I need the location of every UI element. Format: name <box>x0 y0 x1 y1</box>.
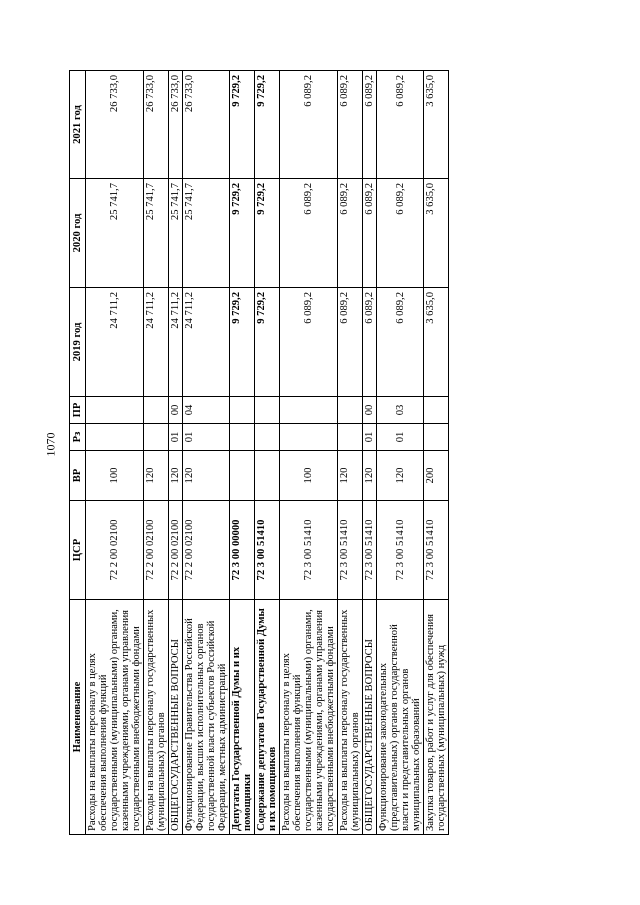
cell-vr <box>230 451 255 501</box>
cell-rz <box>424 424 449 451</box>
table-row <box>424 71 449 835</box>
cell-rz <box>338 424 363 451</box>
header-2019: 2019 год <box>70 288 86 397</box>
cell-csr: 72 3 00 51410 <box>255 501 280 600</box>
cell-vr: 120 <box>144 451 169 501</box>
cell-pr <box>230 397 255 424</box>
cell-pr: 04 <box>183 397 230 424</box>
header-rz: Рз <box>70 424 86 451</box>
budget-table <box>69 70 449 835</box>
header-2020: 2020 год <box>70 179 86 288</box>
header-pr: ПР <box>70 397 86 424</box>
cell-csr: 72 3 00 51410 <box>363 501 377 600</box>
table-row <box>230 71 255 835</box>
table-row <box>86 71 144 835</box>
cell-2020: 25 741,7 <box>183 179 230 288</box>
cell-name: ОБЩЕГОСУДАРСТВЕННЫЕ ВОПРОСЫ <box>363 600 377 835</box>
header-2021: 2021 год <box>70 71 86 179</box>
cell-pr <box>144 397 169 424</box>
cell-name: Расходы на выплаты персоналу государственных (муниципальных) органов <box>144 600 169 835</box>
cell-vr: 200 <box>424 451 449 501</box>
table-row <box>363 71 377 835</box>
cell-2020: 6 089,2 <box>280 179 338 288</box>
cell-name: Закупка товаров, работ и услуг для обеспечения государственных (муниципальных) нужд <box>424 600 449 835</box>
cell-2020: 6 089,2 <box>363 179 377 288</box>
header-csr: ЦСР <box>70 501 86 600</box>
cell-pr: 00 <box>363 397 377 424</box>
cell-name: Депутаты Государственной Думы и их помощники <box>230 600 255 835</box>
cell-2021: 26 733,0 <box>183 71 230 179</box>
cell-name: Расходы на выплаты персоналу государственных (муниципальных) органов <box>338 600 363 835</box>
table-row <box>183 71 230 835</box>
cell-vr: 100 <box>280 451 338 501</box>
page-number: 1070 <box>43 432 58 457</box>
cell-rz: 01 <box>183 424 230 451</box>
cell-pr <box>280 397 338 424</box>
cell-csr: 72 3 00 51410 <box>338 501 363 600</box>
cell-2019: 9 729,2 <box>255 288 280 397</box>
cell-vr: 120 <box>377 451 424 501</box>
cell-2019: 6 089,2 <box>363 288 377 397</box>
cell-2020: 6 089,2 <box>377 179 424 288</box>
cell-2019: 9 729,2 <box>230 288 255 397</box>
cell-2021: 26 733,0 <box>144 71 169 179</box>
cell-rz <box>230 424 255 451</box>
cell-2020: 9 729,2 <box>255 179 280 288</box>
cell-2021: 6 089,2 <box>280 71 338 179</box>
cell-csr: 72 2 00 02100 <box>169 501 183 600</box>
cell-rz: 01 <box>377 424 424 451</box>
cell-vr: 120 <box>183 451 230 501</box>
table-row <box>377 71 424 835</box>
table-row <box>144 71 169 835</box>
cell-csr: 72 2 00 02100 <box>183 501 230 600</box>
cell-2019: 6 089,2 <box>280 288 338 397</box>
cell-2020: 25 741,7 <box>169 179 183 288</box>
cell-name: ОБЩЕГОСУДАРСТВЕННЫЕ ВОПРОСЫ <box>169 600 183 835</box>
cell-csr: 72 3 00 51410 <box>280 501 338 600</box>
cell-2019: 3 635,0 <box>424 288 449 397</box>
cell-vr <box>255 451 280 501</box>
table-row <box>338 71 363 835</box>
cell-pr <box>424 397 449 424</box>
cell-2020: 25 741,7 <box>86 179 144 288</box>
cell-vr: 120 <box>169 451 183 501</box>
cell-pr: 03 <box>377 397 424 424</box>
table-row <box>255 71 280 835</box>
cell-2019: 24 711,2 <box>169 288 183 397</box>
cell-name: Расходы на выплаты персоналу в целях обеспечения выполнения функций государственными (муниципальными) органами, казенными учреждениями, органами управления государственными внебюджетными фондами <box>280 600 338 835</box>
cell-2021: 26 733,0 <box>86 71 144 179</box>
table-header-row <box>70 71 86 835</box>
cell-name: Содержание депутатов Государственной Думы и их помощников <box>255 600 280 835</box>
cell-2021: 6 089,2 <box>377 71 424 179</box>
cell-rz: 01 <box>363 424 377 451</box>
cell-vr: 100 <box>86 451 144 501</box>
cell-2021: 26 733,0 <box>169 71 183 179</box>
cell-csr: 72 3 00 51410 <box>377 501 424 600</box>
cell-name: Расходы на выплаты персоналу в целях обеспечения выполнения функций государственными (муниципальными) органами, казенными учреждениями, органами управления государственными внебюджетными фондами <box>86 600 144 835</box>
cell-pr: 00 <box>169 397 183 424</box>
cell-2021: 6 089,2 <box>363 71 377 179</box>
cell-2019: 6 089,2 <box>338 288 363 397</box>
cell-rz <box>86 424 144 451</box>
table-row <box>169 71 183 835</box>
cell-rz <box>255 424 280 451</box>
cell-2020: 6 089,2 <box>338 179 363 288</box>
cell-csr: 72 3 00 51410 <box>424 501 449 600</box>
cell-csr: 72 2 00 02100 <box>144 501 169 600</box>
cell-2021: 6 089,2 <box>338 71 363 179</box>
cell-rz: 01 <box>169 424 183 451</box>
cell-2021: 9 729,2 <box>255 71 280 179</box>
table-row <box>280 71 338 835</box>
cell-name: Функционирование Правительства Российской Федерации, высших исполнительных органов государственной власти субъектов Российской Федерации, местных администраций <box>183 600 230 835</box>
cell-rz <box>144 424 169 451</box>
cell-csr: 72 3 00 00000 <box>230 501 255 600</box>
cell-2020: 9 729,2 <box>230 179 255 288</box>
header-vr: ВР <box>70 451 86 501</box>
cell-2019: 24 711,2 <box>144 288 169 397</box>
cell-2019: 24 711,2 <box>183 288 230 397</box>
cell-2020: 3 635,0 <box>424 179 449 288</box>
cell-pr <box>255 397 280 424</box>
cell-vr: 120 <box>363 451 377 501</box>
cell-name: Функционирование законодательных (представительных) органов государственной власти и представительных органов муниципальных образований <box>377 600 424 835</box>
header-name: Наименование <box>70 600 86 835</box>
cell-2021: 3 635,0 <box>424 71 449 179</box>
cell-2019: 24 711,2 <box>86 288 144 397</box>
cell-csr: 72 2 00 02100 <box>86 501 144 600</box>
cell-2021: 9 729,2 <box>230 71 255 179</box>
cell-2020: 25 741,7 <box>144 179 169 288</box>
budget-table-container <box>69 71 554 835</box>
cell-pr <box>338 397 363 424</box>
cell-2019: 6 089,2 <box>377 288 424 397</box>
cell-vr: 120 <box>338 451 363 501</box>
cell-rz <box>280 424 338 451</box>
cell-pr <box>86 397 144 424</box>
